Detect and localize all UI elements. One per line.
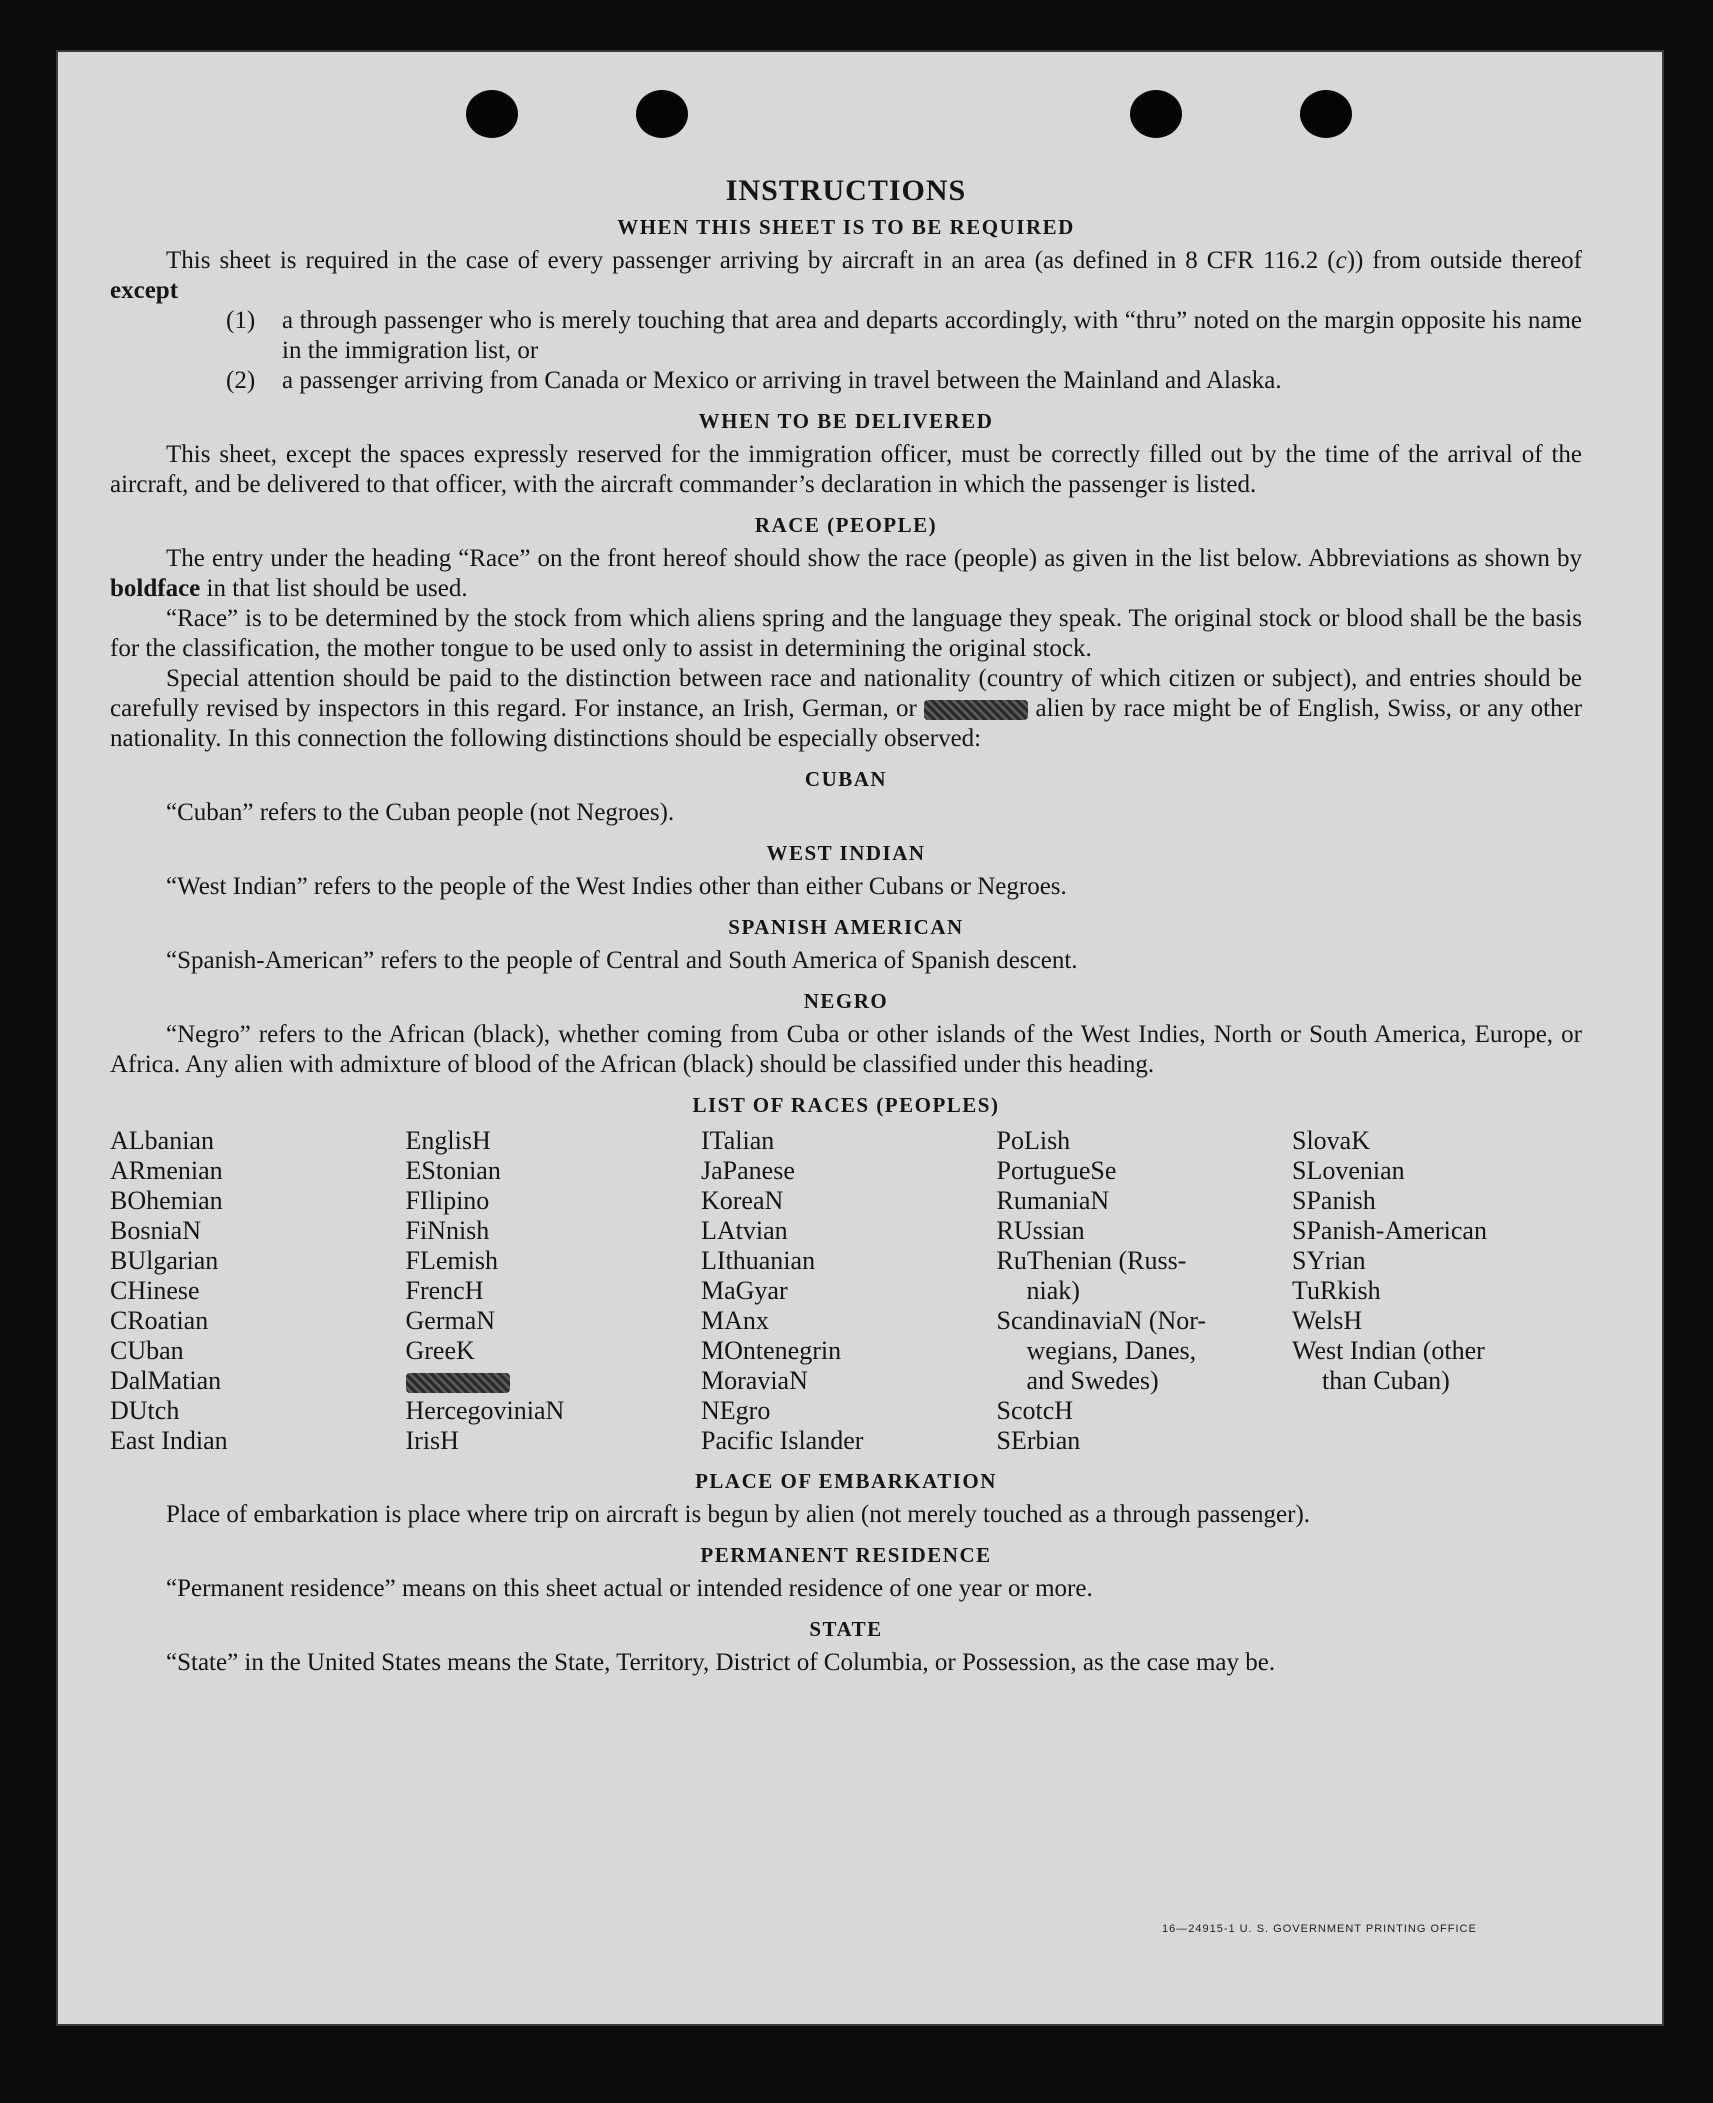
race-item: ALbanian — [110, 1126, 214, 1155]
race-item: ARmenian — [110, 1156, 223, 1185]
section-heading: NEGRO — [803, 989, 889, 1013]
race-item: DalMatian — [110, 1366, 222, 1395]
race-item: East Indian — [110, 1426, 228, 1455]
race-item: BUlgarian — [110, 1246, 219, 1275]
paragraph: Place of embarkation is place where trip on aircraft is begun by alien (not merely touched as a through passenger). — [166, 1501, 1311, 1528]
page-title: INSTRUCTIONS — [725, 174, 967, 207]
race-item: ITalian — [701, 1126, 775, 1155]
race-item: West Indian (other — [1292, 1336, 1485, 1365]
race-item-redacted — [406, 1366, 696, 1396]
section-heading: WHEN TO BE DELIVERED — [698, 409, 994, 433]
race-item: LIthuanian — [701, 1246, 816, 1275]
race-column — [1292, 1126, 1582, 1456]
paragraph: The entry under the heading “Race” on the front hereof should show the race (people) as given in the list below. Abbreviations as shown by boldface in that list should be used. — [110, 545, 1582, 602]
race-item: MaGyar — [701, 1276, 788, 1305]
race-item: FrencH — [405, 1276, 484, 1305]
section-heading: WEST INDIAN — [766, 841, 926, 865]
race-item: SErbian — [996, 1426, 1081, 1455]
race-item: RumaniaN — [996, 1186, 1110, 1215]
race-item: EStonian — [405, 1156, 501, 1185]
race-item: LAtvian — [701, 1216, 788, 1245]
race-column — [110, 1126, 400, 1456]
race-item: MAnx — [701, 1306, 769, 1335]
race-item: IrisH — [405, 1426, 459, 1455]
race-item: DUtch — [110, 1396, 180, 1425]
numbered-item: (2) a passenger arriving from Canada or Mexico or arriving in travel between the Mainland and Alaska. — [226, 367, 1282, 394]
race-column — [406, 1126, 696, 1456]
paragraph: This sheet is required in the case of every passenger arriving by aircraft in an area (as defined in 8 CFR 116.2 (c)) from outside thereof except — [110, 247, 1582, 304]
race-item: PoLish — [996, 1126, 1071, 1155]
paragraph: “Negro” refers to the African (black), whether coming from Cuba or other islands of the West Indies, North or South America, Europe, or Africa. Any alien with admixture of blood of the African (black) should be classified under this heading. — [110, 1021, 1582, 1078]
race-item: SPanish — [1292, 1186, 1376, 1215]
paragraph: This sheet, except the spaces expressly reserved for the immigration officer, must be correctly filled out by the time of the arrival of the aircraft, and be delivered to that officer, with the aircraft commander’s declaration in which the passenger is listed. — [110, 441, 1582, 498]
race-item: SPanish-American — [1292, 1216, 1487, 1245]
race-item: MoraviaN — [701, 1366, 808, 1395]
punch-hole — [1130, 90, 1182, 138]
race-item: MOntenegrin — [701, 1336, 842, 1365]
paragraph: “West Indian” refers to the people of the West Indies other than either Cubans or Negroes. — [166, 873, 1067, 900]
race-item: ScandinaviaN (Nor- — [996, 1306, 1207, 1335]
punch-hole — [636, 90, 688, 138]
punch-hole — [1300, 90, 1352, 138]
race-item: CHinese — [110, 1276, 200, 1305]
race-item: CRoatian — [110, 1306, 209, 1335]
race-item: TuRkish — [1292, 1276, 1381, 1305]
race-item: HercegoviniaN — [405, 1396, 565, 1425]
race-item-continued: wegians, Danes, — [1026, 1336, 1197, 1365]
section-heading: PLACE OF EMBARKATION — [695, 1469, 997, 1493]
printer-imprint: 16—24915-1 U. S. GOVERNMENT PRINTING OFFICE — [1162, 1923, 1477, 1935]
section-heading: PERMANENT RESIDENCE — [700, 1543, 992, 1567]
section-heading: SPANISH AMERICAN — [728, 915, 964, 939]
numbered-item: (1) a through passenger who is merely touching that area and departs accordingly, with “thru” noted on the margin opposite his name in the immigration list, or — [226, 307, 1582, 364]
race-item: JaPanese — [701, 1156, 795, 1185]
race-item: RUssian — [996, 1216, 1085, 1245]
race-item: SlovaK — [1292, 1126, 1370, 1155]
race-item: EnglisH — [405, 1126, 491, 1155]
race-item: CUban — [110, 1336, 184, 1365]
race-item: SLovenian — [1292, 1156, 1405, 1185]
punch-hole — [466, 90, 518, 138]
redaction-mark — [924, 700, 1028, 720]
race-item: RuThenian (Russ- — [996, 1246, 1187, 1275]
section-heading: LIST OF RACES (PEOPLES) — [692, 1093, 1000, 1117]
race-item: BosniaN — [110, 1216, 201, 1245]
paragraph: “Spanish-American” refers to the people of Central and South America of Spanish descent. — [166, 947, 1078, 974]
race-item: KoreaN — [701, 1186, 784, 1215]
race-item: PortugueSe — [996, 1156, 1117, 1185]
race-item: NEgro — [701, 1396, 771, 1425]
race-item: Pacific Islander — [701, 1426, 864, 1455]
section-heading: WHEN THIS SHEET IS TO BE REQUIRED — [617, 215, 1075, 239]
race-list — [110, 1126, 1582, 1456]
race-item: WelsH — [1292, 1306, 1363, 1335]
section-heading: CUBAN — [804, 767, 888, 791]
race-item-continued: and Swedes) — [1026, 1366, 1159, 1395]
document-sheet — [58, 52, 1662, 2024]
paragraph: “Race” is to be determined by the stock from which aliens spring and the language they speak. The original stock or blood shall be the basis for the classification, the mother tongue to be used only to assist in determining the original stock. — [110, 605, 1582, 662]
race-item-continued: niak) — [1026, 1276, 1080, 1305]
race-item: FIlipino — [405, 1186, 490, 1215]
section-heading: STATE — [809, 1617, 883, 1641]
paragraph: “State” in the United States means the State, Territory, District of Columbia, or Possession, as the case may be. — [166, 1649, 1276, 1676]
race-item: SYrian — [1292, 1246, 1366, 1275]
document-body — [110, 174, 1582, 1678]
race-item: ScotcH — [996, 1396, 1074, 1425]
race-item: GreeK — [405, 1336, 475, 1365]
paragraph: “Permanent residence” means on this sheet actual or intended residence of one year or more. — [166, 1575, 1093, 1602]
redaction-mark — [406, 1373, 510, 1393]
section-heading: RACE (PEOPLE) — [754, 513, 938, 537]
race-item: FLemish — [405, 1246, 498, 1275]
race-column — [997, 1126, 1287, 1456]
race-item: BOhemian — [110, 1186, 223, 1215]
paragraph: “Cuban” refers to the Cuban people (not Negroes). — [166, 799, 675, 826]
race-column — [701, 1126, 991, 1456]
paragraph: Special attention should be paid to the distinction between race and nationality (country of which citizen or subject), and entries should be carefully revised by inspectors in this regard. For instance, an Irish, German, or alien by race might be of English, Swiss, or any other nationality. In this connection the following distinctions should be especially observed: — [110, 665, 1583, 752]
race-item-continued: than Cuban) — [1322, 1366, 1450, 1395]
race-item: FiNnish — [405, 1216, 490, 1245]
race-item: GermaN — [405, 1306, 496, 1335]
